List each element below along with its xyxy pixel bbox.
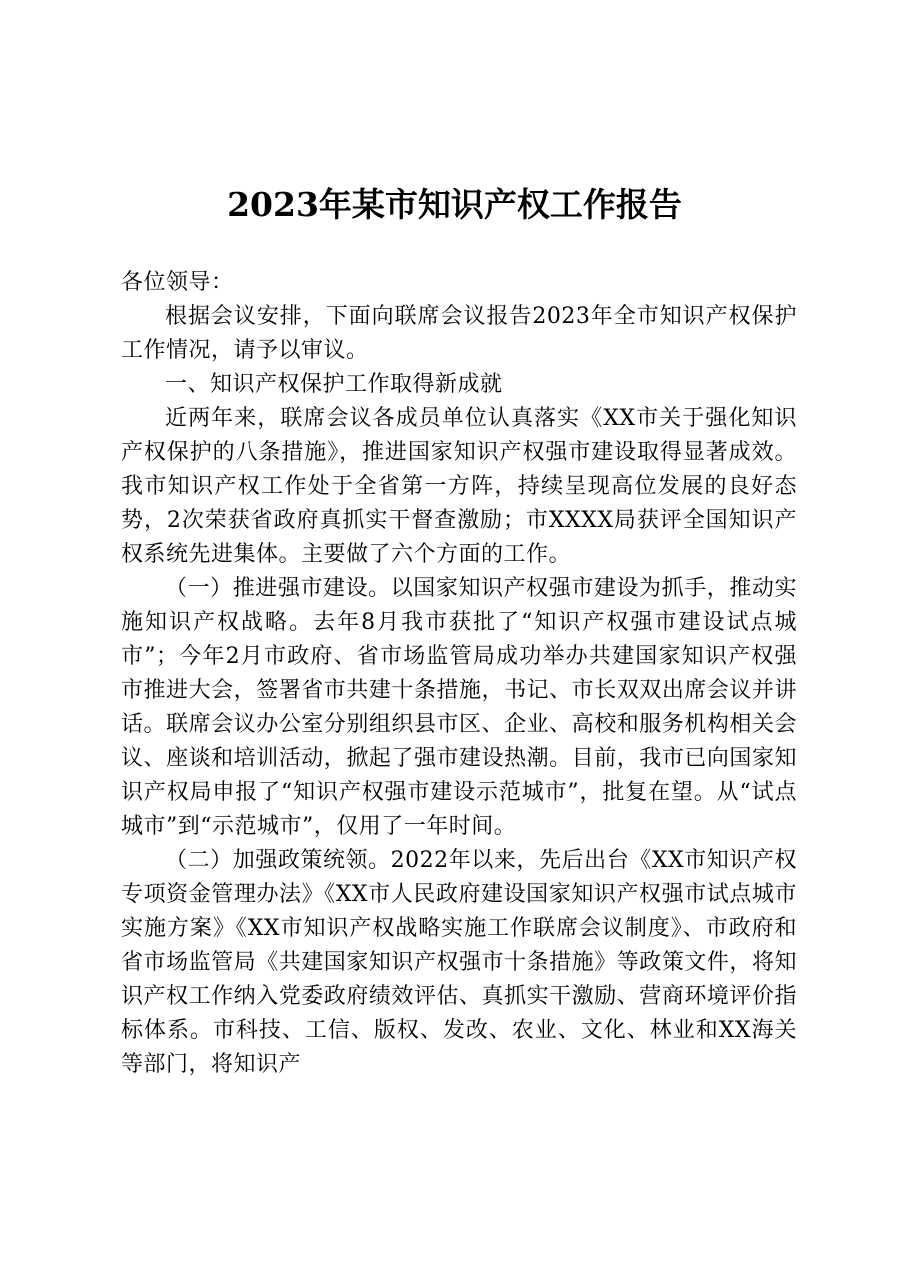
paragraph-item-2: （二）加强政策统领。2022年以来，先后出台《XX市知识产权专项资金管理办法》《XX市人民政府建设国家知识产权强市试点城市实施方案》《XX市知识产权战略实施工作联席会议制度》、市政府和省市场监管局《共建国家知识产权强市十条措施》等政策文件，将知识产权工作纳入党委政府绩效评估、真抓实干激励、营商环境评价指标体系。市科技、工信、版权、发改、农业、文化、林业和XX海关等部门，将知识产 [121, 848, 797, 1077]
paragraph-intro: 根据会议安排，下面向联席会议报告2023年全市知识产权保护工作情况，请予以审议。 [121, 304, 797, 363]
salutation: 各位领导： [121, 270, 234, 295]
paragraph-overview: 近两年来，联席会议各成员单位认真落实《XX市关于强化知识产权保护的八条措施》，推进国家知识产权强市建设取得显著成效。我市知识产权工作处于全省第一方阵，持续呈现高位发展的良好态势，2次荣获省政府真抓实干督查激励；市XXXX局获评全国知识产权系统先进集体。主要做了六个方面的工作。 [121, 406, 797, 567]
document-body [121, 266, 797, 1082]
paragraph-item-1: （一）推进强市建设。以国家知识产权强市建设为抓手，推动实施知识产权战略。去年8月我市获批了“知识产权强市建设试点城市”；今年2月市政府、省市场监管局成功举办共建国家知识产权强市推进大会，签署省市共建十条措施，书记、市长双双出席会议并讲话。联席会议办公室分别组织县市区、企业、高校和服务机构相关会议、座谈和培训活动，掀起了强市建设热潮。目前，我市已向国家知识产权局申报了“知识产权强市建设示范城市”，批复在望。从“试点城市”到“示范城市”，仅用了一年时间。 [121, 576, 797, 839]
section-heading-1: 一、知识产权保护工作取得新成就 [165, 372, 503, 397]
document-title: 2023年某市知识产权工作报告 [227, 185, 682, 224]
